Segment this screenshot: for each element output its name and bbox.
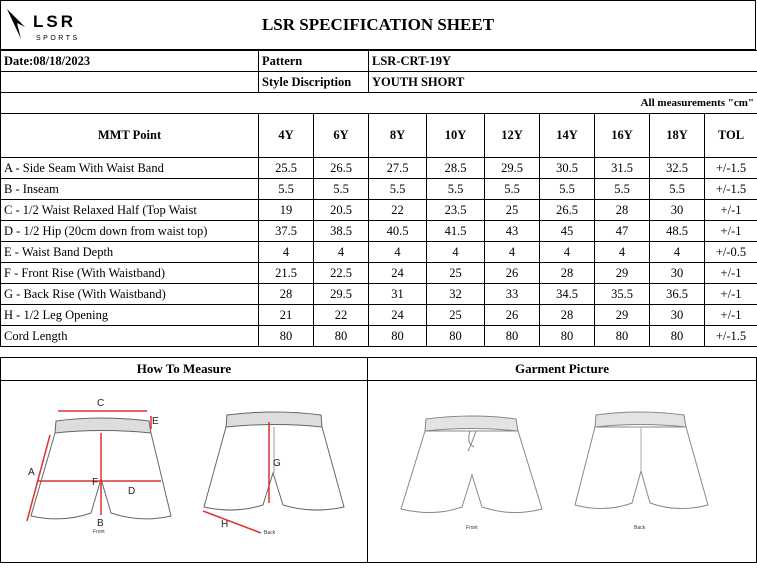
value-cell: 28 [595,200,650,221]
value-cell: 43 [485,221,540,242]
tol-cell: +/-1 [705,200,757,221]
value-cell: 26 [485,263,540,284]
garment-photos [368,381,756,563]
tol-cell: +/-0.5 [705,242,757,263]
label-g: G [273,458,281,469]
images-section [0,357,757,563]
value-cell: 4 [540,242,595,263]
value-cell: 32 [427,284,485,305]
front-caption: Front [93,529,105,535]
value-cell: 30 [650,305,705,326]
value-cell: 4 [314,242,369,263]
value-cell: 40.5 [369,221,427,242]
value-cell: 20.5 [314,200,369,221]
date-row [1,51,757,72]
value-cell: 4 [650,242,705,263]
value-cell: 48.5 [650,221,705,242]
value-cell: 25.5 [259,158,314,179]
value-cell: 80 [485,326,540,347]
value-cell: 26.5 [314,158,369,179]
value-cell: 25 [485,200,540,221]
col-header-size: 18Y [650,114,705,158]
value-cell: 80 [427,326,485,347]
col-header-point: MMT Point [1,114,259,158]
value-cell: 5.5 [595,179,650,200]
mmt-point-cell: C - 1/2 Waist Relaxed Half (Top Waist [1,200,259,221]
col-header-size: 4Y [259,114,314,158]
pattern-label: Pattern [259,51,369,72]
mmt-point-cell: D - 1/2 Hip (20cm down from waist top) [1,221,259,242]
label-a: A [28,467,35,478]
style-value: YOUTH SHORT [369,72,757,93]
label-d: D [128,486,135,497]
col-header-size: 6Y [314,114,369,158]
value-cell: 31.5 [595,158,650,179]
value-cell: 26.5 [540,200,595,221]
style-blank [1,72,259,93]
value-cell: 33 [485,284,540,305]
value-cell: 28 [259,284,314,305]
value-cell: 5.5 [485,179,540,200]
label-h: H [221,519,228,530]
value-cell: 80 [540,326,595,347]
tol-cell: +/-1.5 [705,179,757,200]
value-cell: 26 [485,305,540,326]
pattern-value: LSR-CRT-19Y [369,51,757,72]
table-row [1,284,757,305]
value-cell: 5.5 [369,179,427,200]
back-measure-lines [203,422,269,533]
value-cell: 80 [650,326,705,347]
measure-diagram [1,381,367,563]
value-cell: 4 [427,242,485,263]
table-row [1,179,757,200]
units-note: All measurements "cm" [1,93,757,114]
mmt-point-cell: Cord Length [1,326,259,347]
table-row [1,305,757,326]
table-row [1,221,757,242]
col-header-size: 10Y [427,114,485,158]
value-cell: 5.5 [650,179,705,200]
how-to-measure-pane [0,357,368,563]
value-cell: 80 [314,326,369,347]
style-row [1,72,757,93]
value-cell: 5.5 [427,179,485,200]
value-cell: 5.5 [314,179,369,200]
tol-cell: +/-1.5 [705,158,757,179]
value-cell: 45 [540,221,595,242]
value-cell: 28.5 [427,158,485,179]
how-to-measure-heading: How To Measure [1,358,367,381]
value-cell: 30.5 [540,158,595,179]
mmt-point-cell: E - Waist Band Depth [1,242,259,263]
value-cell: 5.5 [259,179,314,200]
label-b: B [97,518,104,529]
garment-front-shorts [401,416,542,513]
back-caption: Back [264,530,276,536]
garment-picture-heading: Garment Picture [368,358,756,381]
tol-cell: +/-1 [705,305,757,326]
garment-front-caption: Front [466,525,478,531]
col-header-size: 12Y [485,114,540,158]
value-cell: 30 [650,263,705,284]
value-cell: 31 [369,284,427,305]
date-cell: Date:08/18/2023 [1,51,259,72]
value-cell: 29.5 [485,158,540,179]
value-cell: 35.5 [595,284,650,305]
value-cell: 25 [427,263,485,284]
col-header-tol: TOL [705,114,757,158]
value-cell: 5.5 [540,179,595,200]
value-cell: 19 [259,200,314,221]
value-cell: 22 [314,305,369,326]
logo-sub: SPORTS [36,35,80,42]
value-cell: 38.5 [314,221,369,242]
value-cell: 4 [369,242,427,263]
value-cell: 29 [595,263,650,284]
value-cell: 21.5 [259,263,314,284]
value-cell: 34.5 [540,284,595,305]
page-title: LSR SPECIFICATION SHEET [1,15,755,35]
label-f: F [92,477,98,488]
mmt-point-cell: A - Side Seam With Waist Band [1,158,259,179]
value-cell: 41.5 [427,221,485,242]
tol-cell: +/-1 [705,284,757,305]
style-label: Style Discription [259,72,369,93]
table-row [1,263,757,284]
value-cell: 28 [540,263,595,284]
value-cell: 30 [650,200,705,221]
value-cell: 32.5 [650,158,705,179]
value-cell: 47 [595,221,650,242]
mmt-point-cell: G - Back Rise (With Waistband) [1,284,259,305]
value-cell: 25 [427,305,485,326]
value-cell: 22.5 [314,263,369,284]
garment-back-caption: Back [634,525,646,531]
label-e: E [152,416,159,427]
col-header-size: 8Y [369,114,427,158]
value-cell: 24 [369,263,427,284]
logo-brand: LSR [33,12,76,31]
mmt-point-cell: F - Front Rise (With Waistband) [1,263,259,284]
value-cell: 28 [540,305,595,326]
value-cell: 4 [259,242,314,263]
value-cell: 22 [369,200,427,221]
units-row [1,93,757,114]
tol-cell: +/-1 [705,263,757,284]
table-header-row [1,114,757,158]
mmt-point-cell: B - Inseam [1,179,259,200]
sheet-header [0,0,756,50]
value-cell: 21 [259,305,314,326]
value-cell: 23.5 [427,200,485,221]
value-cell: 80 [595,326,650,347]
value-cell: 29.5 [314,284,369,305]
value-cell: 80 [369,326,427,347]
value-cell: 29 [595,305,650,326]
value-cell: 27.5 [369,158,427,179]
table-row [1,158,757,179]
value-cell: 4 [485,242,540,263]
table-row [1,200,757,221]
value-cell: 80 [259,326,314,347]
garment-picture-pane [367,357,757,563]
spec-table [0,50,757,347]
col-header-size: 14Y [540,114,595,158]
table-row [1,326,757,347]
value-cell: 24 [369,305,427,326]
value-cell: 4 [595,242,650,263]
col-header-size: 16Y [595,114,650,158]
label-c: C [97,398,104,409]
value-cell: 37.5 [259,221,314,242]
mmt-point-cell: H - 1/2 Leg Opening [1,305,259,326]
value-cell: 36.5 [650,284,705,305]
tol-cell: +/-1.5 [705,326,757,347]
table-row [1,242,757,263]
tol-cell: +/-1 [705,221,757,242]
garment-back-shorts [575,412,708,509]
